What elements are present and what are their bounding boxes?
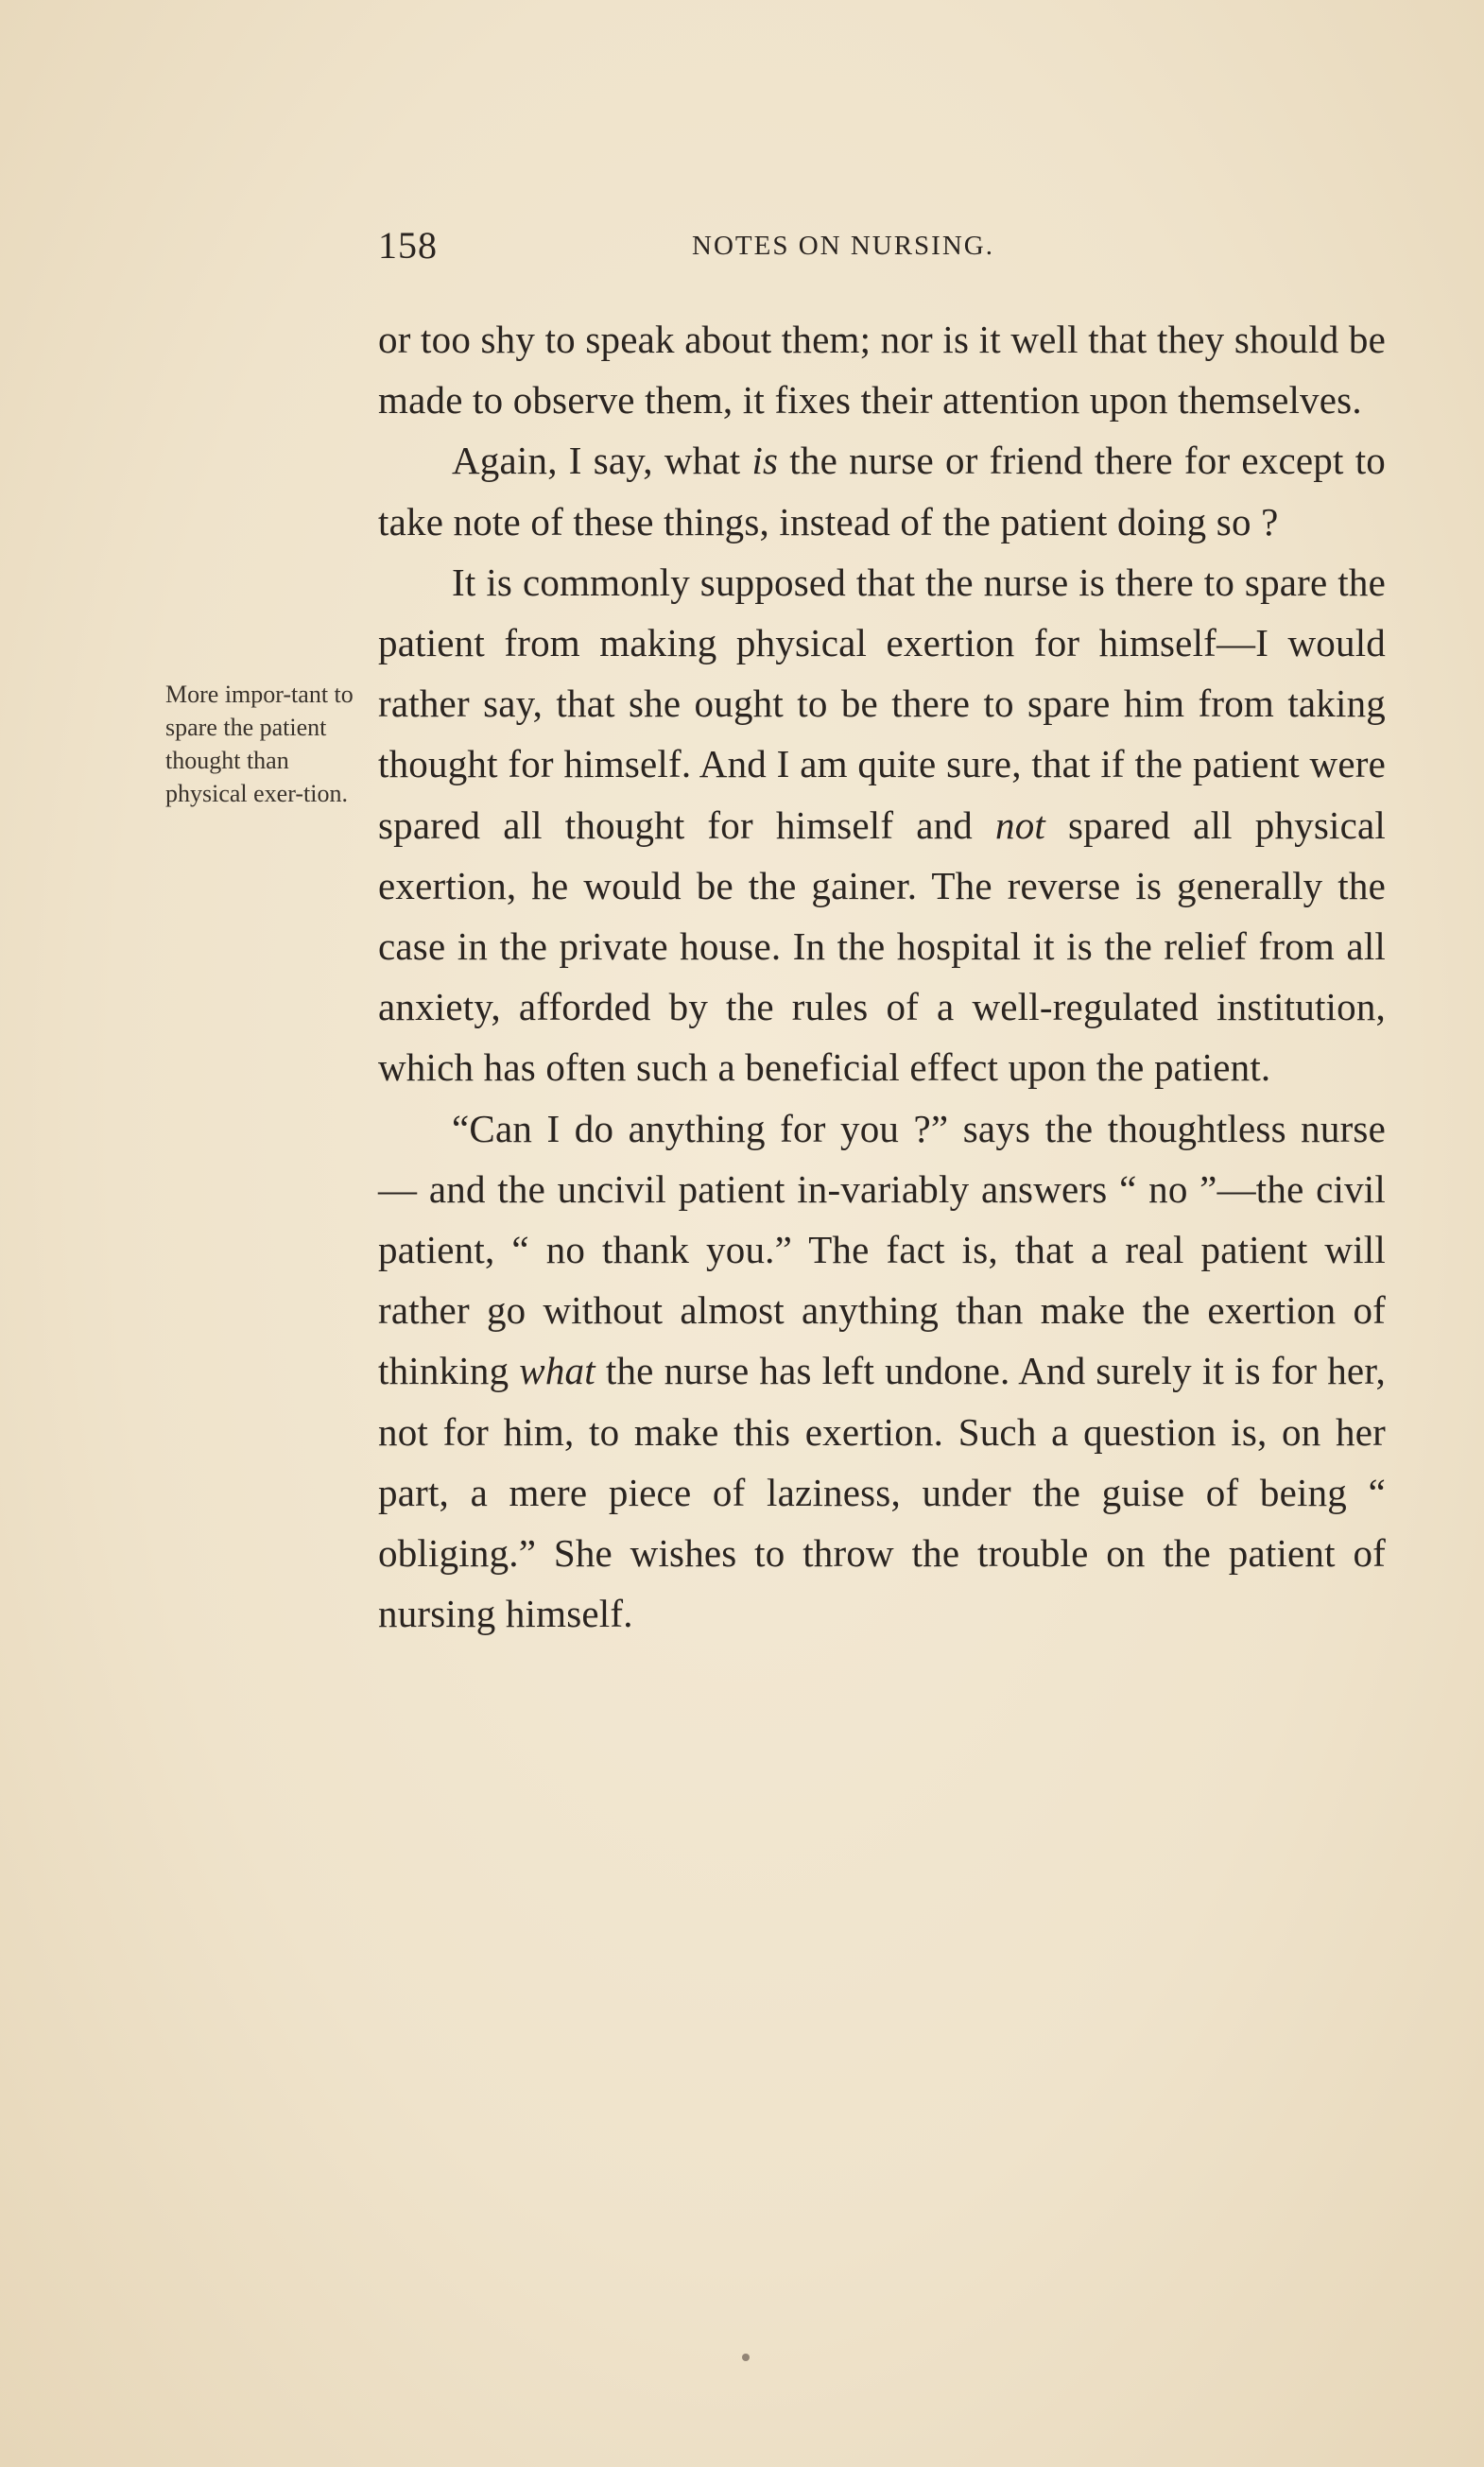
paragraph-1 [378, 309, 1386, 430]
text-segment: “Can I do anything for you ?” says the thoughtless nurse — and the uncivil patient in-variably answers “ no ”—the civil patient, “ no thank you.” The fact is, that a real patient will rather go without almost anything than make the exertion of thinking [378, 1106, 1386, 1393]
page-number: 158 [378, 224, 438, 267]
text-segment: It is commonly supposed that the nurse is there to spare the patient from making physical exertion for himself—I would rather say, that she ought to be there to spare him from taking thought for himself. And I am quite sure, that if the patient were spared all thought for himself and [378, 560, 1386, 847]
text-segment: or too shy to speak about them; nor is it well that they should be made to observe them, it fixes their attention upon themselves. [378, 318, 1386, 423]
running-title: NOTES ON NURSING. [692, 231, 994, 261]
page-header [378, 223, 1089, 270]
paragraph-4 [378, 1098, 1386, 1645]
text-segment: the nurse has left undone. And surely it is for her, not for him, to make this exertion. Such a question is, on her part, a mere piece of laziness, under the guise of being “ obliging.” She wishes to throw the trouble on the patient of nursing himself. [378, 1349, 1386, 1636]
italic-segment: not [995, 802, 1045, 847]
margin-note: More impor-tant to spare the patient thought than physical exer-tion. [165, 681, 354, 807]
ink-speck [742, 2354, 750, 2361]
text-segment: the nurse or friend there for except to take note of these things, instead of the patient doing so ? [378, 439, 1386, 543]
text-segment: Again, I say, what [452, 439, 752, 483]
paragraph-3 [378, 552, 1386, 1098]
paragraph-2 [378, 430, 1386, 551]
body-text [378, 309, 1386, 1644]
italic-segment: is [751, 439, 779, 483]
italic-segment: what [519, 1349, 595, 1393]
text-segment: spared all physical exertion, he would be the gainer. The reverse is generally the case in the private house. In the hospital it is the relief from all anxiety, afforded by the rules of a well-regulated institution, which has often such a beneficial effect upon the patient. [378, 802, 1386, 1090]
